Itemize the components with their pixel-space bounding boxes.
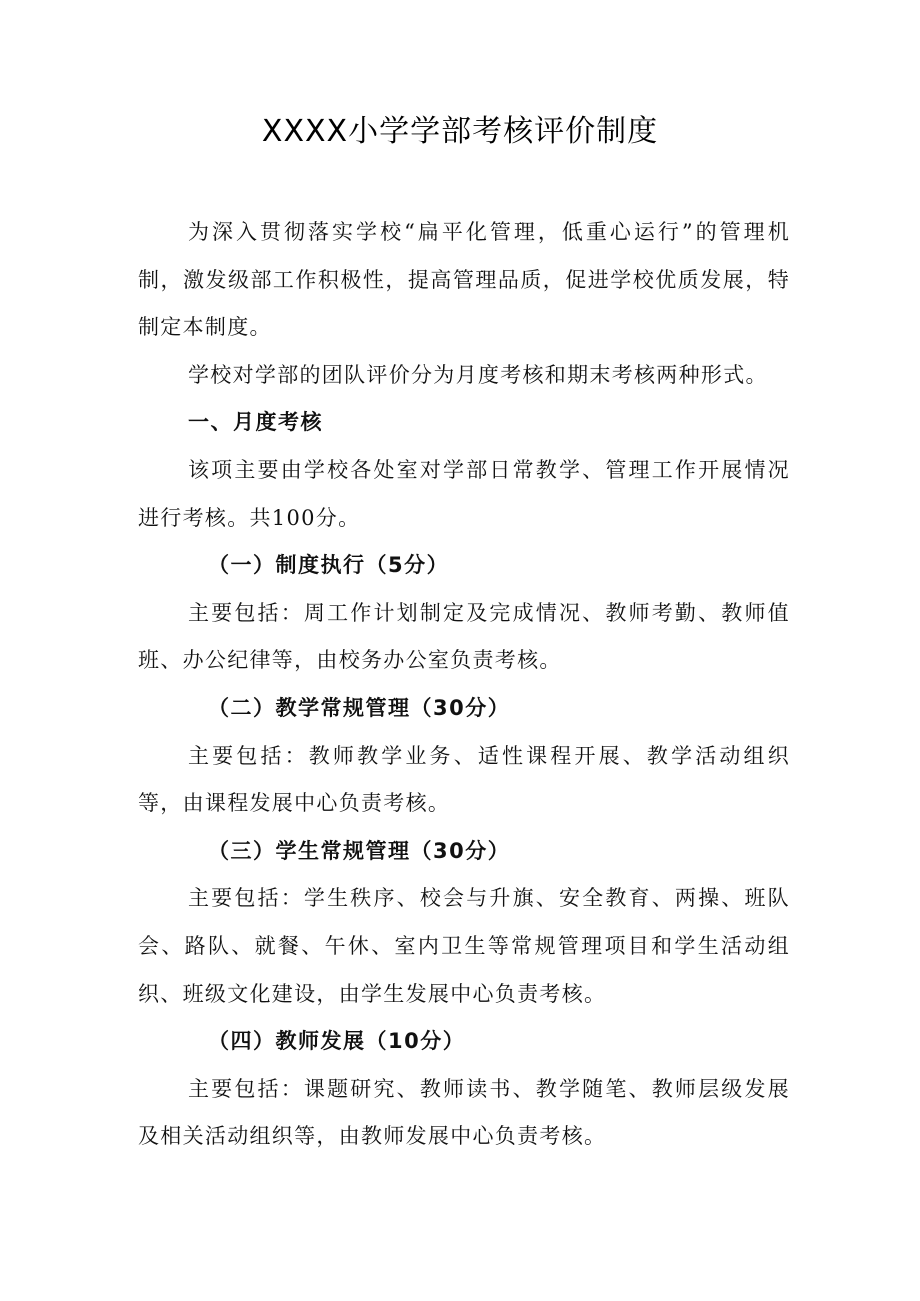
document-title: XXXX小学学部考核评价制度 (261, 114, 659, 149)
subsection-heading-teacher-dev: （四）教师发展（10分） (208, 1029, 466, 1054)
document-body (138, 209, 790, 1161)
evaluation-forms-paragraph: 学校对学部的团队评价分为月度考核和期末考核两种形式。 (188, 362, 768, 387)
system-paragraph: 主要包括：周工作计划制定及完成情况、教师考勤、教师值班、办公纪律等，由校务办公室负责考核。 (138, 600, 790, 673)
subsection-heading-student: （三）学生常规管理（30分） (208, 838, 511, 863)
section-heading-monthly: 一、月度考核 (188, 410, 323, 435)
subsection-heading-system: （一）制度执行（5分） (208, 553, 450, 578)
student-paragraph: 主要包括：学生秩序、校会与升旗、安全教育、两操、班队会、路队、就餐、午休、室内卫生等常规管理项目和学生活动组织、班级文化建设，由学生发展中心负责考核。 (138, 886, 790, 1006)
subsection-heading-teaching: （二）教学常规管理（30分） (208, 695, 511, 720)
teacher-dev-paragraph: 主要包括：课题研究、教师读书、教学随笔、教师层级发展及相关活动组织等，由教师发展中心负责考核。 (138, 1076, 790, 1149)
teaching-paragraph: 主要包括：教师教学业务、适性课程开展、教学活动组织等，由课程发展中心负责考核。 (138, 743, 790, 816)
intro-paragraph: 为深入贯彻落实学校“扁平化管理，低重心运行”的管理机制，激发级部工作积极性，提高管理品质，促进学校优质发展，特制定本制度。 (138, 220, 790, 340)
monthly-description-paragraph: 该项主要由学校各处室对学部日常教学、管理工作开展情况进行考核。共100分。 (138, 457, 790, 530)
